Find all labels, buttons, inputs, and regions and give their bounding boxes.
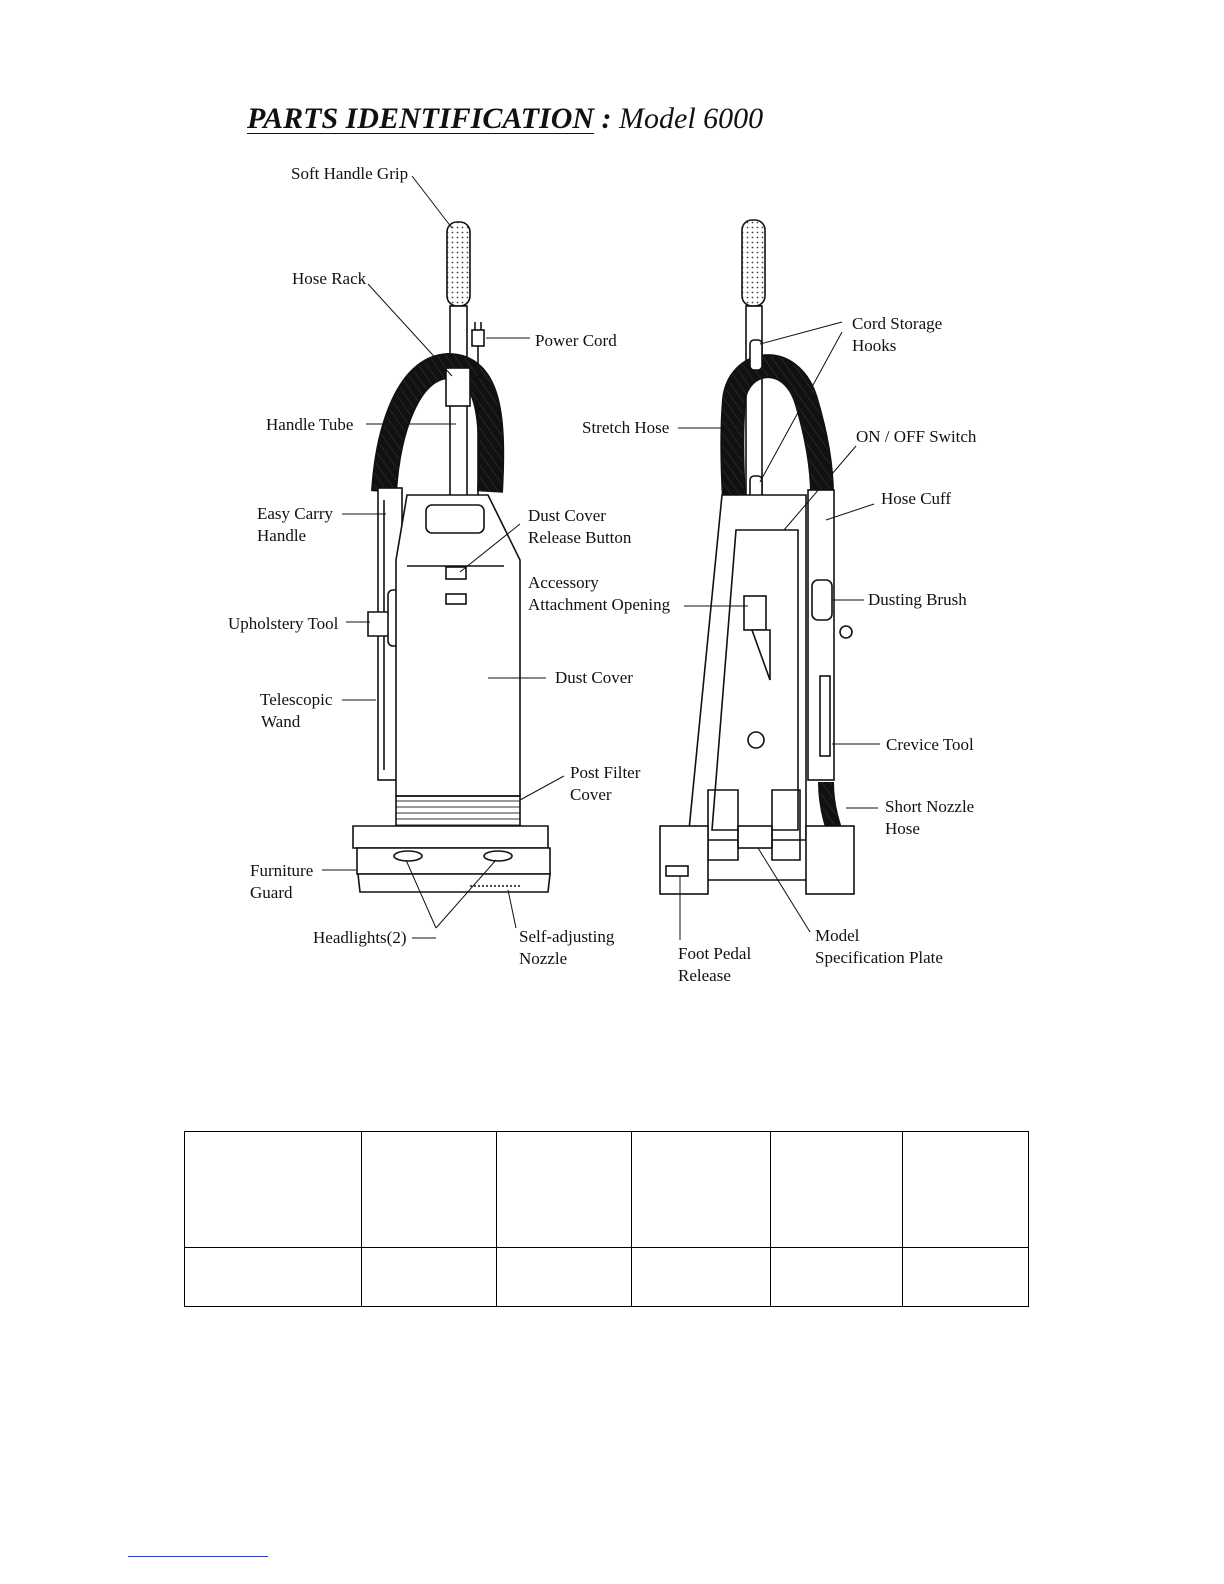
label-easy-carry-line1: Easy Carry bbox=[257, 504, 334, 523]
spec-table bbox=[184, 1131, 1029, 1307]
table-cell bbox=[632, 1248, 771, 1307]
label-handle-tube: Handle Tube bbox=[266, 415, 354, 434]
label-headlights: Headlights(2) bbox=[313, 928, 407, 947]
table-cell bbox=[185, 1248, 362, 1307]
table-cell bbox=[903, 1248, 1029, 1307]
label-post-filter-line2: Cover bbox=[570, 785, 612, 804]
table-cell bbox=[362, 1132, 497, 1248]
back-crevice-tool bbox=[820, 676, 830, 756]
label-model-plate-line2: Specification Plate bbox=[815, 948, 943, 967]
leader-hose-rack bbox=[368, 284, 452, 376]
title-separator: : bbox=[601, 102, 612, 135]
footnote-separator bbox=[128, 1556, 268, 1557]
label-foot-pedal-line1: Foot Pedal bbox=[678, 944, 752, 963]
label-post-filter-line1: Post Filter bbox=[570, 763, 641, 782]
table-row bbox=[185, 1248, 1029, 1307]
label-telescopic-wand bbox=[260, 689, 332, 733]
back-vacuum bbox=[660, 220, 854, 894]
label-model-specification-plate bbox=[815, 925, 943, 969]
table-cell bbox=[771, 1132, 903, 1248]
label-power-cord: Power Cord bbox=[535, 331, 617, 350]
label-cord-storage-hooks bbox=[852, 313, 942, 357]
back-handle-grip bbox=[742, 220, 765, 306]
label-telescopic-line1: Telescopic bbox=[260, 690, 333, 709]
label-on-off-switch: ON / OFF Switch bbox=[856, 427, 977, 446]
table-cell bbox=[362, 1248, 497, 1307]
front-vacuum bbox=[353, 222, 550, 892]
label-short-nozzle-line1: Short Nozzle bbox=[885, 797, 975, 816]
label-furniture-guard bbox=[250, 860, 313, 904]
label-short-nozzle-line2: Hose bbox=[885, 819, 920, 838]
back-base-left bbox=[660, 826, 708, 894]
front-handle-grip bbox=[447, 222, 470, 306]
table-cell bbox=[497, 1248, 632, 1307]
label-hose-cuff: Hose Cuff bbox=[881, 489, 952, 508]
label-easy-carry-handle bbox=[257, 503, 333, 547]
label-model-plate-line1: Model bbox=[815, 926, 860, 945]
label-cord-storage-line2: Hooks bbox=[852, 336, 897, 355]
label-crevice-tool: Crevice Tool bbox=[886, 735, 974, 754]
label-dust-cover-release bbox=[528, 505, 631, 549]
label-telescopic-line2: Wand bbox=[261, 712, 301, 731]
label-furniture-guard-line2: Guard bbox=[250, 883, 293, 902]
label-soft-handle-grip: Soft Handle Grip bbox=[291, 164, 409, 183]
front-release-button bbox=[446, 567, 466, 579]
back-base-right bbox=[806, 826, 854, 894]
label-accessory-opening bbox=[528, 572, 670, 616]
table-cell bbox=[497, 1132, 632, 1248]
front-post-filter bbox=[396, 796, 520, 826]
label-stretch-hose: Stretch Hose bbox=[582, 418, 670, 437]
table-row bbox=[185, 1132, 1029, 1248]
label-dust-cover-release-line2: Release Button bbox=[528, 528, 632, 547]
front-body bbox=[396, 495, 520, 796]
back-model-plate bbox=[738, 826, 772, 848]
label-cord-storage-line1: Cord Storage bbox=[852, 314, 943, 333]
front-headlight-left bbox=[394, 851, 422, 861]
back-dusting-brush bbox=[812, 580, 832, 620]
label-self-adjusting-nozzle bbox=[519, 926, 614, 970]
model-name: Model 6000 bbox=[619, 102, 764, 135]
front-headlight-right bbox=[484, 851, 512, 861]
back-cord-hook-top bbox=[750, 340, 762, 370]
label-furniture-guard-line1: Furniture bbox=[250, 861, 314, 880]
label-self-adjusting-line1: Self-adjusting bbox=[519, 927, 615, 946]
leader-post-filter bbox=[520, 776, 564, 800]
label-self-adjusting-line2: Nozzle bbox=[519, 949, 568, 968]
label-easy-carry-line2: Handle bbox=[257, 526, 307, 545]
leader-self-adjusting bbox=[508, 890, 516, 928]
label-foot-pedal-line2: Release bbox=[678, 966, 731, 985]
back-accessory-tool bbox=[744, 596, 766, 630]
table-cell bbox=[771, 1248, 903, 1307]
label-accessory-line1: Accessory bbox=[528, 573, 599, 592]
front-base bbox=[353, 826, 548, 848]
label-hose-rack: Hose Rack bbox=[292, 269, 367, 288]
label-dust-cover-release-line1: Dust Cover bbox=[528, 506, 606, 525]
table-cell bbox=[903, 1132, 1029, 1248]
back-foot-pedal bbox=[666, 866, 688, 876]
label-dusting-brush: Dusting Brush bbox=[868, 590, 967, 609]
leader-soft-handle-grip bbox=[412, 176, 452, 228]
back-body bbox=[688, 495, 806, 840]
label-accessory-line2: Attachment Opening bbox=[528, 595, 671, 614]
leader-cord-hook-1 bbox=[760, 322, 842, 344]
table-cell bbox=[632, 1132, 771, 1248]
label-foot-pedal-release bbox=[678, 943, 751, 987]
label-upholstery-tool: Upholstery Tool bbox=[228, 614, 339, 633]
title-text: PARTS IDENTIFICATION bbox=[247, 102, 595, 135]
label-dust-cover: Dust Cover bbox=[555, 668, 633, 687]
table-cell bbox=[185, 1132, 362, 1248]
label-post-filter-cover bbox=[570, 762, 640, 806]
label-short-nozzle-hose bbox=[885, 796, 974, 840]
